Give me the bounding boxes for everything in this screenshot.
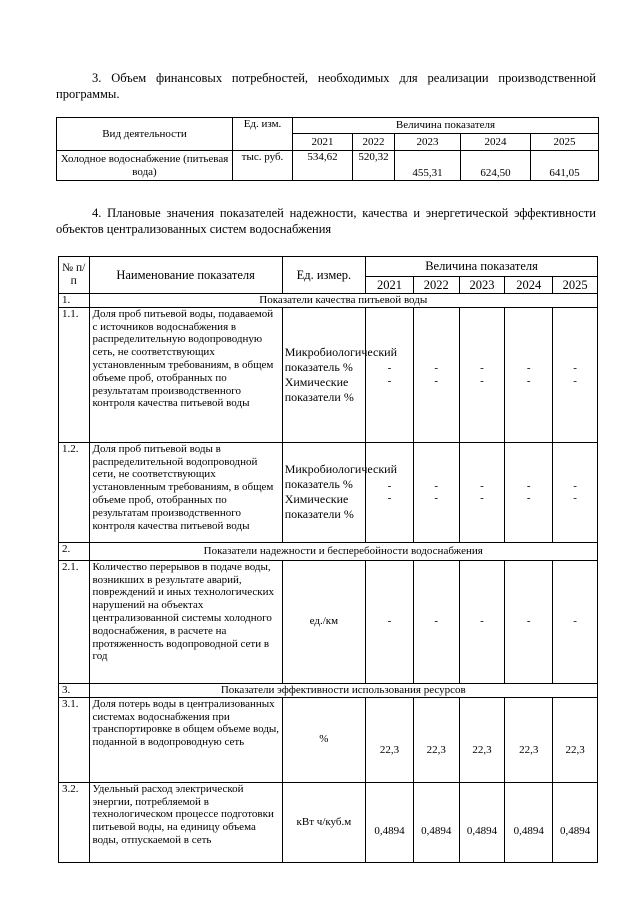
unit-chemical: Химические показатели % xyxy=(284,374,354,404)
financial-needs-table xyxy=(56,117,599,181)
section-title: Показатели надежности и бесперебойности водоснабжения xyxy=(89,542,598,560)
value-cell: - xyxy=(553,560,598,683)
value-a: - xyxy=(434,479,439,492)
indicator-name: Удельный расход электрической энергии, потребляемой в технологическом процессе подготовки питьевой воды, на единицу объема воды, отпускаемой в сеть xyxy=(89,782,282,862)
value-cell xyxy=(553,442,598,542)
value-cell: - xyxy=(366,560,414,683)
indicator-name: Количество перерывов в подаче воды, возникших в результате аварий, повреждений и иных технологических нарушений на объектах централизованной системы холодного водоснабжения, в расчете на протяженность водопроводной сети в год xyxy=(89,560,282,683)
activity-cell: Холодное водоснабжение (питьевая вода) xyxy=(57,151,233,181)
value-cell xyxy=(459,442,505,542)
value-b: - xyxy=(480,374,484,387)
section-4-heading: 4. Плановые значения показателей надежности, качества и энергетической эффективности объектов централизованных систем водоснабжения xyxy=(56,206,596,236)
unit-microbiological: Микробиологический показатель % xyxy=(284,462,397,492)
header-value: Величина показателя xyxy=(366,257,598,277)
value-b: - xyxy=(387,492,392,505)
value-cell: 624,50 xyxy=(461,151,531,181)
value-cell xyxy=(366,442,414,542)
unit-cell xyxy=(282,307,397,442)
value-cell: 520,32 xyxy=(353,151,395,181)
value-b: - xyxy=(526,374,531,387)
value-b: - xyxy=(573,492,577,505)
header-unit: Ед. измер. xyxy=(282,257,365,294)
year-cell: 2023 xyxy=(459,277,505,294)
row-num: 3.1. xyxy=(59,697,90,782)
value-a: - xyxy=(480,362,484,374)
header-activity: Вид деятельности xyxy=(57,118,233,151)
value-cell xyxy=(413,442,459,542)
row-num: 3.2. xyxy=(59,782,90,862)
value-a: - xyxy=(434,362,439,374)
year-cell: 2021 xyxy=(293,134,353,151)
indicator-name: Доля потерь воды в централизованных системах водоснабжения при транспортировке в общем объеме воды, поданной в водопроводную сеть xyxy=(89,697,282,782)
section-3-heading: 3. Объем финансовых потребностей, необходимых для реализации производственной программы. xyxy=(56,71,596,101)
year-cell: 2025 xyxy=(531,134,599,151)
value-cell: 22,3 xyxy=(505,697,553,782)
indicator-name: Доля проб питьевой воды, подаваемой с источников водоснабжения в распределительную водопроводную сеть, не соответствующих установленным требованиям, в общем объеме проб, отобранных по результатам производственного контроля качества питьевой воды xyxy=(89,307,282,442)
value-cell: 22,3 xyxy=(413,697,459,782)
year-cell: 2023 xyxy=(395,134,461,151)
year-cell: 2022 xyxy=(413,277,459,294)
header-name: Наименование показателя xyxy=(89,257,282,294)
value-b: - xyxy=(387,374,392,387)
unit-cell: ед./км xyxy=(282,560,365,683)
value-cell: 22,3 xyxy=(366,697,414,782)
value-cell xyxy=(505,442,553,542)
value-b: - xyxy=(480,492,484,505)
value-cell: 0,4894 xyxy=(366,782,414,862)
value-cell: 0,4894 xyxy=(459,782,505,862)
header-unit: Ед. изм. xyxy=(233,118,293,151)
unit-chemical: Химические показатели % xyxy=(284,492,354,522)
header-num: № п/п xyxy=(59,257,90,294)
row-num: 1.2. xyxy=(59,442,90,542)
value-cell xyxy=(459,307,505,442)
value-a: - xyxy=(526,479,531,492)
indicators-table xyxy=(58,256,598,863)
indicator-name: Доля проб питьевой воды в распределительной водопроводной сети, не соответствующих установленным требованиям, в общем объеме проб, отобранных по результатам производственного контроля качества питьевой воды xyxy=(89,442,282,542)
unit-cell: тыс. руб. xyxy=(233,151,293,181)
year-cell: 2025 xyxy=(553,277,598,294)
value-b: - xyxy=(526,492,531,505)
value-b: - xyxy=(573,374,577,387)
unit-microbiological: Микробиологический показатель % xyxy=(284,344,397,374)
section-num: 3. xyxy=(59,683,90,697)
value-cell xyxy=(366,307,414,442)
value-a: - xyxy=(573,479,577,492)
unit-cell: кВт ч/куб.м xyxy=(282,782,365,862)
value-b: - xyxy=(434,492,439,505)
unit-cell xyxy=(282,442,397,542)
value-cell: 0,4894 xyxy=(505,782,553,862)
value-cell: 0,4894 xyxy=(553,782,598,862)
value-a: - xyxy=(387,362,392,374)
value-cell: 0,4894 xyxy=(413,782,459,862)
row-num: 2.1. xyxy=(59,560,90,683)
value-a: - xyxy=(387,479,392,492)
value-cell: 455,31 xyxy=(395,151,461,181)
section-num: 2. xyxy=(59,542,90,560)
row-num: 1.1. xyxy=(59,307,90,442)
year-cell: 2021 xyxy=(366,277,414,294)
value-cell xyxy=(413,307,459,442)
value-cell: - xyxy=(459,560,505,683)
unit-cell: % xyxy=(282,697,365,782)
value-cell: 534,62 xyxy=(293,151,353,181)
value-cell: 641,05 xyxy=(531,151,599,181)
section-title: Показатели эффективности использования ресурсов xyxy=(89,683,598,697)
value-cell: - xyxy=(505,560,553,683)
value-cell xyxy=(553,307,598,442)
value-cell: 22,3 xyxy=(553,697,598,782)
value-a: - xyxy=(526,362,531,374)
value-a: - xyxy=(573,362,577,374)
year-cell: 2024 xyxy=(505,277,553,294)
year-cell: 2024 xyxy=(461,134,531,151)
value-a: - xyxy=(480,479,484,492)
year-cell: 2022 xyxy=(353,134,395,151)
section-num: 1. xyxy=(59,294,90,308)
value-cell: - xyxy=(413,560,459,683)
value-cell: 22,3 xyxy=(459,697,505,782)
value-cell xyxy=(505,307,553,442)
section-title: Показатели качества питьевой воды xyxy=(89,294,598,308)
value-b: - xyxy=(434,374,439,387)
header-value: Величина показателя xyxy=(293,118,599,134)
